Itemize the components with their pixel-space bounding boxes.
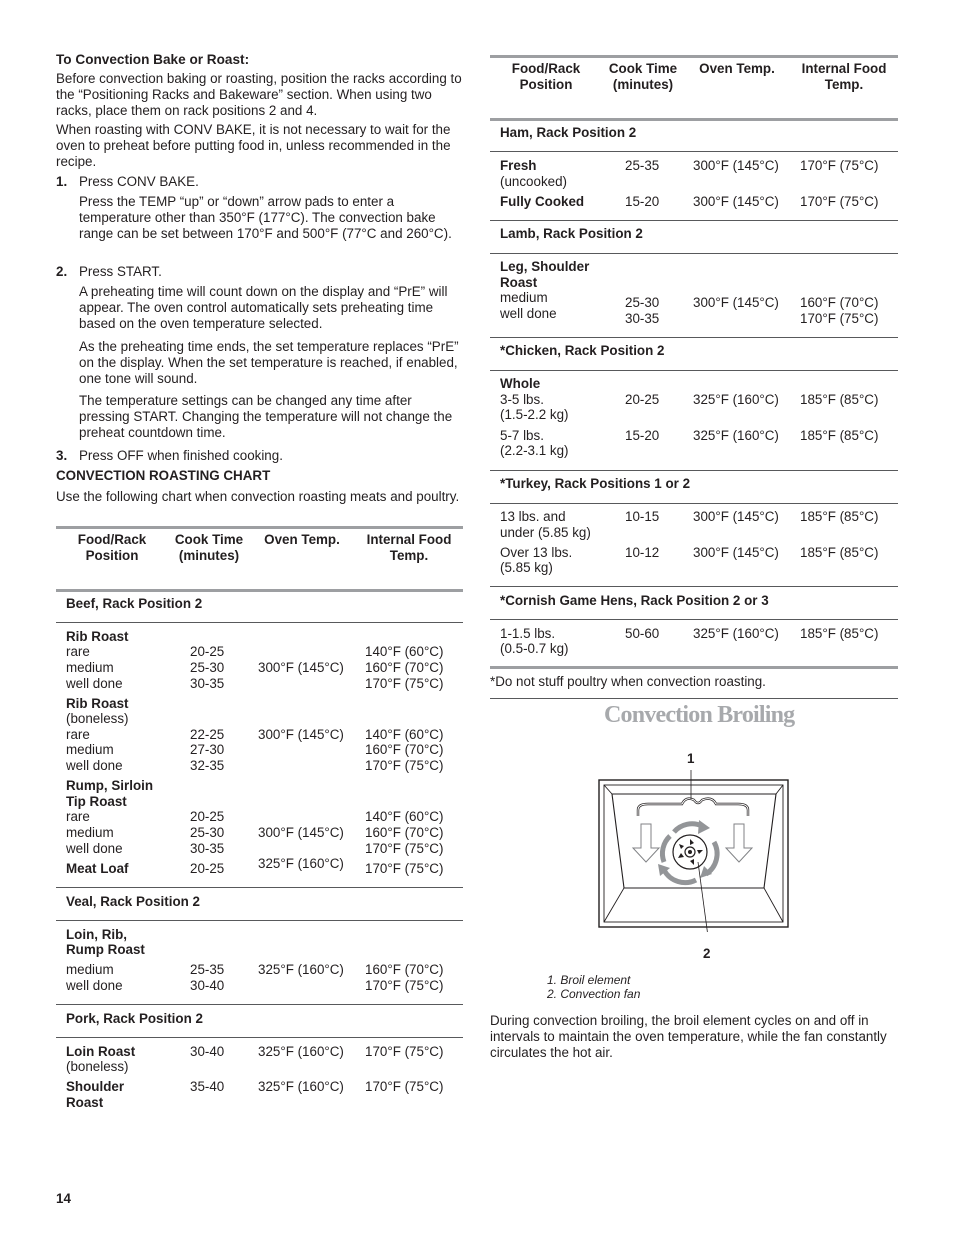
internal-temp: 170°F (75°C)	[800, 311, 879, 326]
internal-temp: 140°F (60°C)	[365, 727, 444, 742]
item-name: Rib Roast	[66, 629, 129, 644]
cook-time: 32-35	[190, 758, 225, 773]
header-food: Food/Rack Position	[77, 532, 147, 563]
weight: 1-1.5 lbs.	[500, 626, 556, 641]
oven-diagram	[598, 766, 790, 932]
cook-time: 30-35	[190, 841, 225, 856]
internal-temp: 160°F (70°C)	[365, 660, 444, 675]
step-text: As the preheating time ends, the set temperature replaces “PrE” on the display. When the set temperature is reached, if enabled, one tone will sound.	[79, 339, 459, 386]
oven-temp: 325°F (160°C)	[693, 428, 779, 443]
cook-time: 25-35	[625, 158, 660, 173]
item-sub: (uncooked)	[500, 174, 567, 189]
step-number: 1.	[56, 174, 68, 189]
internal-temp: 170°F (75°C)	[800, 158, 879, 173]
item-name: Shoulder	[66, 1079, 125, 1094]
step-number: 2.	[56, 264, 68, 279]
doneness: well done	[66, 978, 123, 993]
callout-label: 1	[687, 751, 695, 766]
step-text: Press CONV BAKE.	[79, 174, 199, 189]
item-name: Tip Roast	[66, 794, 127, 809]
weight-metric: (2.2-3.1 kg)	[500, 443, 569, 458]
cook-time: 15-20	[625, 428, 660, 443]
item-name: Roast	[66, 1095, 104, 1110]
header-internal: Internal Food Temp.	[801, 61, 887, 92]
group-pork: Pork, Rack Position 2	[66, 1011, 203, 1026]
cook-time: 10-15	[625, 509, 660, 524]
doneness: well done	[66, 841, 123, 856]
oven-temp: 325°F (160°C)	[258, 856, 344, 871]
oven-temp: 300°F (145°C)	[693, 509, 779, 524]
item-name: Roast	[500, 275, 538, 290]
item-name: Loin Roast	[66, 1044, 136, 1059]
internal-temp: 170°F (75°C)	[800, 194, 879, 209]
header-oven: Oven Temp.	[699, 61, 775, 76]
weight: 3-5 lbs.	[500, 392, 544, 407]
cook-time: 20-25	[625, 392, 660, 407]
cook-time: 30-40	[190, 978, 225, 993]
header-time: Cook Time (minutes)	[608, 61, 678, 92]
group-hens: *Cornish Game Hens, Rack Position 2 or 3	[500, 593, 769, 608]
header-time: Cook Time (minutes)	[174, 532, 244, 563]
step-text: Press START.	[79, 264, 162, 279]
item-name: Rump Roast	[66, 942, 145, 957]
item-name: Whole	[500, 376, 541, 391]
header-internal: Internal Food Temp.	[366, 532, 452, 563]
doneness: rare	[66, 644, 90, 659]
cook-time: 30-35	[625, 311, 660, 326]
cook-time: 30-35	[190, 676, 225, 691]
oven-temp: 300°F (145°C)	[693, 545, 779, 560]
internal-temp: 140°F (60°C)	[365, 644, 444, 659]
doneness: medium	[66, 660, 114, 675]
item-name: Meat Loaf	[66, 861, 129, 876]
internal-temp: 170°F (75°C)	[365, 1044, 444, 1059]
weight-metric: (0.5-0.7 kg)	[500, 641, 569, 656]
cook-time: 35-40	[190, 1079, 225, 1094]
chart-title: CONVECTION ROASTING CHART	[56, 468, 271, 483]
item-name: Rump, Sirloin	[66, 778, 154, 793]
doneness: medium	[66, 742, 114, 757]
doneness: medium	[66, 825, 114, 840]
oven-temp: 325°F (160°C)	[258, 1044, 344, 1059]
cook-time: 10-12	[625, 545, 660, 560]
group-lamb: Lamb, Rack Position 2	[500, 226, 643, 241]
item-name: Fully Cooked	[500, 194, 585, 209]
group-beef: Beef, Rack Position 2	[66, 596, 203, 611]
header-oven: Oven Temp.	[264, 532, 340, 547]
item-name: Leg, Shoulder	[500, 259, 590, 274]
internal-temp: 160°F (70°C)	[365, 742, 444, 757]
group-turkey: *Turkey, Rack Positions 1 or 2	[500, 476, 691, 491]
cook-time: 50-60	[625, 626, 660, 641]
oven-temp: 300°F (145°C)	[693, 158, 779, 173]
cook-time: 15-20	[625, 194, 660, 209]
callout-label: 2	[703, 946, 711, 961]
step-text: A preheating time will count down on the display and “PrE” will appear. The oven control automatically sets preheating time based on the oven temperature selected.	[79, 284, 448, 331]
oven-temp: 300°F (145°C)	[693, 194, 779, 209]
internal-temp: 185°F (85°C)	[800, 509, 879, 524]
internal-temp: 160°F (70°C)	[365, 825, 444, 840]
table-footnote: *Do not stuff poultry when convection roasting.	[490, 674, 766, 689]
oven-temp: 300°F (145°C)	[693, 295, 779, 310]
oven-temp: 300°F (145°C)	[258, 660, 344, 675]
doneness: well done	[500, 306, 557, 321]
internal-temp: 185°F (85°C)	[800, 545, 879, 560]
internal-temp: 160°F (70°C)	[800, 295, 879, 310]
internal-temp: 185°F (85°C)	[800, 626, 879, 641]
internal-temp: 170°F (75°C)	[365, 861, 444, 876]
internal-temp: 170°F (75°C)	[365, 758, 444, 773]
doneness: medium	[500, 290, 548, 305]
oven-temp: 300°F (145°C)	[258, 825, 344, 840]
internal-temp: 170°F (75°C)	[365, 676, 444, 691]
internal-temp: 170°F (75°C)	[365, 841, 444, 856]
section-title: To Convection Bake or Roast:	[56, 52, 250, 67]
step-number: 3.	[56, 448, 68, 463]
cook-time: 27-30	[190, 742, 225, 757]
doneness: rare	[66, 727, 90, 742]
item-name: Loin, Rib,	[66, 927, 127, 942]
figure-caption: 2. Convection fan	[547, 987, 641, 1001]
doneness: medium	[66, 962, 114, 977]
broil-description: During convection broiling, the broil element cycles on and off in intervals to maintain the oven temperature, while the fan constantly circulates the hot air.	[490, 1013, 887, 1060]
group-ham: Ham, Rack Position 2	[500, 125, 637, 140]
weight: 5-7 lbs.	[500, 428, 544, 443]
internal-temp: 140°F (60°C)	[365, 809, 444, 824]
weight-metric: (5.85 kg)	[500, 560, 553, 575]
weight: Over 13 lbs.	[500, 545, 573, 560]
cook-time: 20-25	[190, 861, 225, 876]
cook-time: 20-25	[190, 809, 225, 824]
weight-metric: under (5.85 kg)	[500, 525, 591, 540]
oven-temp: 325°F (160°C)	[258, 1079, 344, 1094]
step-text: Press OFF when finished cooking.	[79, 448, 283, 463]
internal-temp: 185°F (85°C)	[800, 428, 879, 443]
internal-temp: 185°F (85°C)	[800, 392, 879, 407]
oven-temp: 325°F (160°C)	[258, 962, 344, 977]
intro-paragraph: Before convection baking or roasting, position the racks according to the “Positioning Racks and Bakeware” section. When using two racks, place them on rack positions 2 and 4.	[56, 71, 462, 118]
internal-temp: 170°F (75°C)	[365, 1079, 444, 1094]
item-sub: (boneless)	[66, 711, 129, 726]
weight: 13 lbs. and	[500, 509, 566, 524]
internal-temp: 160°F (70°C)	[365, 962, 444, 977]
page-number: 14	[56, 1191, 71, 1206]
oven-temp: 325°F (160°C)	[693, 392, 779, 407]
cook-time: 25-30	[190, 660, 225, 675]
chart-intro: Use the following chart when convection roasting meats and poultry.	[56, 489, 460, 504]
group-veal: Veal, Rack Position 2	[66, 894, 200, 909]
cook-time: 22-25	[190, 727, 225, 742]
weight-metric: (1.5-2.2 kg)	[500, 407, 569, 422]
preheat-paragraph: When roasting with CONV BAKE, it is not necessary to wait for the oven to preheat before putting food in, unless recommended in the recipe.	[56, 122, 451, 169]
doneness: well done	[66, 676, 123, 691]
item-sub: (boneless)	[66, 1059, 129, 1074]
cook-time: 25-35	[190, 962, 225, 977]
cook-time: 30-40	[190, 1044, 225, 1059]
item-name: Rib Roast	[66, 696, 129, 711]
internal-temp: 170°F (75°C)	[365, 978, 444, 993]
cook-time: 25-30	[190, 825, 225, 840]
step-text: Press the TEMP “up” or “down” arrow pads to enter a temperature other than 350°F (177°C). The convection bake range can be set between 170°F and 500°F (77°C and 260°C).	[79, 194, 452, 241]
step-text: The temperature settings can be changed any time after pressing START. Changing the temperature will not change the preheat countdown time.	[79, 393, 453, 440]
cook-time: 25-30	[625, 295, 660, 310]
group-chicken: *Chicken, Rack Position 2	[500, 343, 665, 358]
doneness: rare	[66, 809, 90, 824]
doneness: well done	[66, 758, 123, 773]
item-name: Fresh	[500, 158, 537, 173]
header-food: Food/Rack Position	[511, 61, 581, 92]
oven-temp: 300°F (145°C)	[258, 727, 344, 742]
cook-time: 20-25	[190, 644, 225, 659]
oven-temp: 325°F (160°C)	[693, 626, 779, 641]
section-heading: Convection Broiling	[604, 702, 795, 728]
figure-caption: 1. Broil element	[547, 973, 631, 987]
